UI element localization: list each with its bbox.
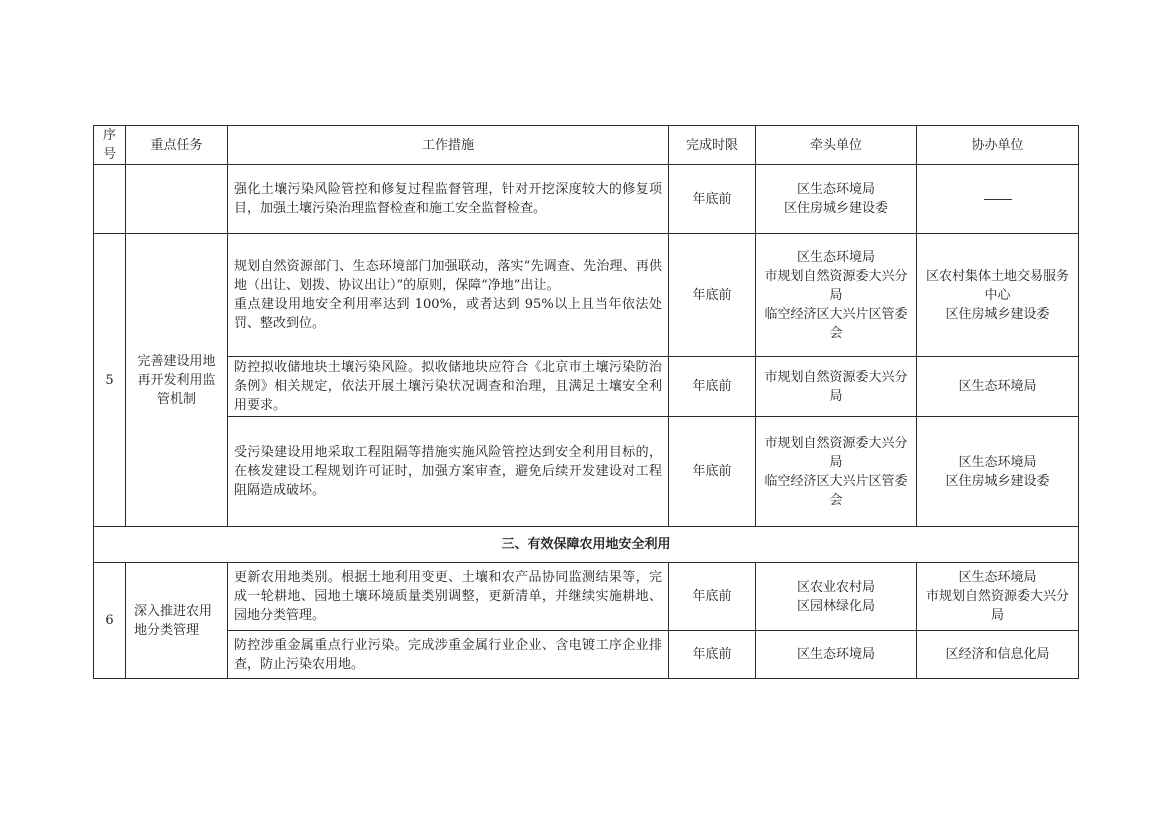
header-measures: 工作措施 — [228, 126, 669, 165]
deadline-cell: 年底前 — [669, 563, 756, 631]
assist-cell — [917, 631, 1079, 679]
lead-unit: 区生态环境局 — [796, 647, 875, 662]
lead-unit: 临空经济区大兴片区管委会 — [764, 306, 908, 341]
table-row — [94, 234, 1079, 357]
lead-unit: 市规划自然资源委大兴分局 — [764, 268, 908, 303]
lead-unit: 市规划自然资源委大兴分局 — [764, 369, 908, 404]
assist-cell — [917, 357, 1079, 417]
table-row — [94, 165, 1079, 234]
lead-cell — [756, 165, 917, 234]
lead-unit: 区生态环境局 — [796, 249, 875, 265]
assist-unit: 市规划自然资源委大兴分局 — [925, 589, 1069, 623]
seq-cell: 5 — [94, 234, 126, 527]
table-row — [94, 631, 1079, 679]
header-lead: 牵头单位 — [756, 126, 917, 165]
lead-cell — [756, 234, 917, 357]
lead-unit: 市规划自然资源委大兴分局 — [764, 435, 908, 470]
task-table — [93, 125, 1079, 679]
header-seq: 序号 — [94, 126, 126, 165]
seq-cell — [94, 165, 126, 234]
header-deadline: 完成时限 — [669, 126, 756, 165]
lead-cell — [756, 357, 917, 417]
header-assist: 协办单位 — [917, 126, 1079, 165]
lead-unit: 临空经济区大兴片区管委会 — [764, 473, 908, 508]
deadline-cell: 年底前 — [669, 165, 756, 234]
assist-unit: 区生态环境局 — [958, 454, 1037, 470]
task-cell: 完善建设用地再开发利用监管机制 — [126, 234, 228, 527]
assist-cell — [917, 563, 1079, 631]
lead-cell — [756, 417, 917, 527]
lead-unit: 区住房城乡建设委 — [783, 201, 888, 216]
assist-unit: 区农村集体土地交易服务中心 — [925, 268, 1069, 303]
header-row — [94, 126, 1079, 165]
assist-cell — [917, 165, 1079, 234]
section-title: 三、有效保障农用地安全利用 — [94, 527, 1079, 563]
measure-cell: 强化土壤污染风险管控和修复过程监督管理，针对开挖深度较大的修复项目，加强土壤污染治理监督检查和施工安全监督检查。 — [228, 165, 669, 234]
measure-cell — [228, 234, 669, 357]
measure-cell: 防控拟收储地块土壤污染风险。拟收储地块应符合《北京市土壤污染防治条例》相关规定，依法开展土壤污染状况调查和治理，且满足土壤安全利用要求。 — [228, 357, 669, 417]
measure-cell: 受污染建设用地采取工程阻隔等措施实施风险管控达到安全利用目标的，在核发建设工程规划许可证时，加强方案审查，避免后续开发建设对工程阻隔造成破坏。 — [228, 417, 669, 527]
table-row — [94, 357, 1079, 417]
deadline-cell: 年底前 — [669, 417, 756, 527]
assist-cell — [917, 417, 1079, 527]
lead-unit: 区农业农村局 — [796, 579, 875, 595]
assist-unit: 区住房城乡建设委 — [945, 306, 1050, 322]
measure-paragraph: 规划自然资源部门、生态环境部门加强联动，落实“先调查、先治理、再供地（出让、划拨、协议出让）”的原则，保障“净地”出让。 — [234, 259, 662, 293]
table-row — [94, 563, 1079, 631]
assist-unit: 区住房城乡建设委 — [945, 473, 1050, 489]
deadline-cell: 年底前 — [669, 234, 756, 357]
deadline-cell: 年底前 — [669, 631, 756, 679]
lead-cell — [756, 563, 917, 631]
task-cell — [126, 165, 228, 234]
header-task: 重点任务 — [126, 126, 228, 165]
seq-cell: 6 — [94, 563, 126, 679]
assist-cell — [917, 234, 1079, 357]
lead-unit: 区生态环境局 — [796, 182, 875, 197]
measure-paragraph: 重点建设用地安全利用率达到 100%，或者达到 95%以上且当年依法处罚、整改到位。 — [234, 297, 662, 331]
assist-unit: 区生态环境局 — [958, 570, 1037, 585]
empty-dash — [984, 199, 1012, 200]
measure-cell: 更新农用地类别。根据土地利用变更、土壤和农产品协同监测结果等，完成一轮耕地、园地土壤环境质量类别调整，更新清单，并继续实施耕地、园地分类管理。 — [228, 563, 669, 631]
lead-cell — [756, 631, 917, 679]
assist-unit: 区经济和信息化局 — [945, 647, 1050, 662]
table-row — [94, 417, 1079, 527]
measure-cell: 防控涉重金属重点行业污染。完成涉重金属行业企业、含电镀工序企业排查，防止污染农用地。 — [228, 631, 669, 679]
lead-unit: 区园林绿化局 — [796, 598, 875, 614]
section-row — [94, 527, 1079, 563]
assist-unit: 区生态环境局 — [958, 379, 1037, 394]
task-cell: 深入推进农用地分类管理 — [126, 563, 228, 679]
deadline-cell: 年底前 — [669, 357, 756, 417]
